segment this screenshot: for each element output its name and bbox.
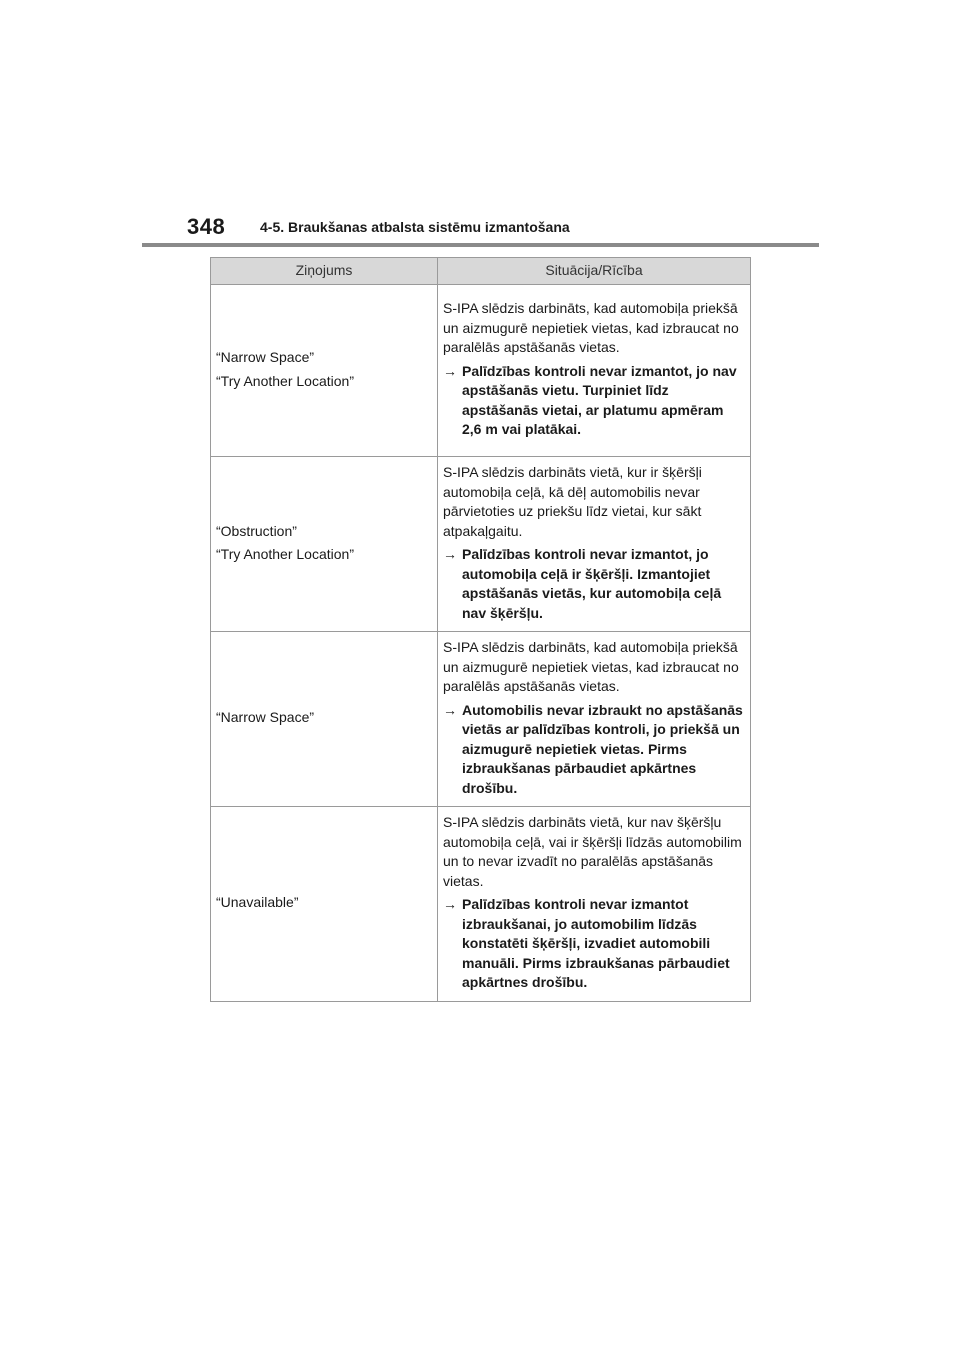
situation-text: S-IPA slēdzis darbināts vietā, kur ir šķēršļi automobiļa ceļā, kā dēļ automobilis nevar pārvietoties uz priekšu līdz vietai, kur sākt atpakaļgaitu.: [443, 464, 702, 539]
column-header-situation: Situācija/Rīcība: [438, 258, 751, 285]
message-cell: [211, 285, 438, 457]
message-cell: [211, 632, 438, 807]
table-header-row: [211, 258, 751, 285]
message-text: “Narrow Space”: [216, 349, 315, 365]
action-text: Palīdzības kontroli nevar izmantot, jo nav apstāšanās vietu. Turpiniet līdz apstāšanās vietai, ar platumu apmēram 2,6 m vai platākai.: [462, 362, 737, 438]
message-text: “Try Another Location”: [216, 372, 354, 389]
situation-cell: [438, 285, 751, 457]
message-text: “Obstruction”: [216, 522, 297, 539]
message-cell: [211, 807, 438, 1002]
situation-cell: [438, 807, 751, 1002]
message-text: “Try Another Location”: [216, 546, 354, 562]
arrow-right-icon: →: [443, 362, 457, 379]
message-cell: [211, 457, 438, 632]
action-item: [443, 362, 745, 440]
table-row: [211, 632, 751, 807]
arrow-right-icon: →: [443, 546, 457, 562]
message-text: “Unavailable”: [216, 894, 299, 910]
page-number: 348: [187, 214, 226, 239]
situation-cell: [438, 632, 751, 807]
table-row: [211, 285, 751, 457]
section-title: 4-5. Braukšanas atbalsta sistēmu izmantošana: [260, 219, 570, 235]
situation-text: S-IPA slēdzis darbināts, kad automobiļa priekšā un aizmugurē nepietiek vietas, kad izbraucat no paralēlās apstāšanās vietas.: [443, 300, 739, 356]
situation-cell: [438, 457, 751, 632]
arrow-right-icon: →: [443, 896, 457, 912]
table-row: [211, 807, 751, 1002]
column-header-message: Ziņojums: [211, 258, 438, 285]
action-text: Automobilis nevar izbraukt no apstāšanās vietās ar palīdzības kontroli, jo priekšā un aizmugurē nepietiek vietas. Pirms izbraukšanas pārbaudiet apkārtnes drošību.: [462, 701, 743, 796]
header-divider: [142, 243, 819, 247]
action-item: [443, 895, 745, 993]
action-item: [443, 545, 745, 623]
action-text: Palīdzības kontroli nevar izmantot, jo automobiļa ceļā ir šķēršļi. Izmantojiet apstāšanās vietās, kur automobiļa ceļā nav šķēršļu.: [462, 546, 722, 621]
situation-text: S-IPA slēdzis darbināts, kad automobiļa priekšā un aizmugurē nepietiek vietas, kad izbraucat no paralēlās apstāšanās vietas.: [443, 639, 739, 694]
action-text: Palīdzības kontroli nevar izmantot izbraukšanai, jo automobilim līdzās konstatēti šķēršļi, izvadiet automobili manuāli. Pirms izbraukšanas pārbaudiet apkārtnes drošību.: [462, 896, 730, 990]
table-row: [211, 457, 751, 632]
message-text: “Narrow Space”: [216, 709, 315, 726]
action-item: [443, 701, 745, 799]
situation-text: S-IPA slēdzis darbināts vietā, kur nav šķēršļu automobiļa ceļā, vai ir šķēršļi līdzās automobilim un to nevar izvadīt no paralēlās apstāšanās vietas.: [443, 814, 742, 889]
arrow-right-icon: →: [443, 701, 457, 718]
message-table: [210, 257, 751, 1002]
